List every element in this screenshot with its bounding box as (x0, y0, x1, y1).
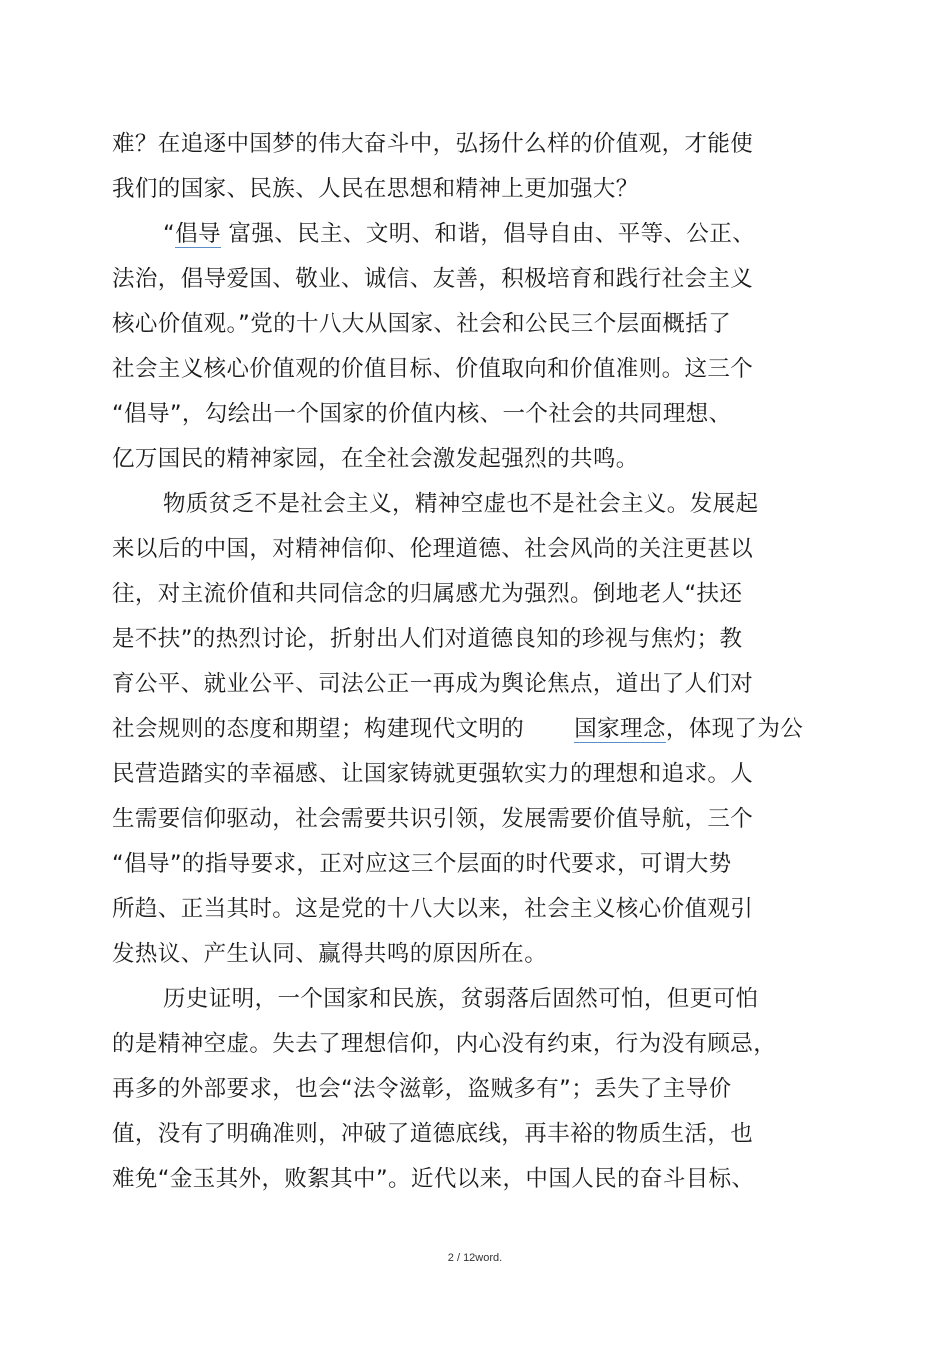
text-line: 来以后的中国，对精神信仰、伦理道德、社会风尚的关注更甚以 (112, 536, 754, 562)
text-line: “倡导”，勾绘出一个国家的价值内核、一个社会的共同理想、 (112, 401, 732, 427)
text-line: 民营造踏实的幸福感、让国家铸就更强软实力的理想和追求。人 (112, 761, 754, 787)
page-number-footer: 2 / 12word. (447, 1252, 503, 1264)
text-line: 难？在追逐中国梦的伟大奋斗中，弘扬什么样的价值观，才能使 (112, 131, 754, 157)
text-line: “倡导”的指导要求，正对应这三个层面的时代要求，可谓大势 (112, 851, 732, 877)
hyperlink-changdao[interactable]: 倡导 (175, 221, 221, 247)
hyperlink-guojia-linian[interactable]: 国家理念 (574, 716, 666, 742)
text-line (112, 714, 803, 744)
text-line: 的是精神空虚。失去了理想信仰，内心没有约束，行为没有顾忌， (112, 1031, 777, 1057)
text-line: 再多的外部要求，也会“法令滋彰，盗贼多有”；丢失了主导价 (112, 1076, 732, 1102)
text-line (163, 219, 755, 249)
text-line: 育公平、就业公平、司法公正一再成为舆论焦点，道出了人们对 (112, 671, 754, 697)
text-line: 历史证明，一个国家和民族，贫弱落后固然可怕，但更可怕 (163, 986, 759, 1012)
text-line: 物质贫乏不是社会主义，精神空虚也不是社会主义。发展起 (163, 491, 759, 517)
text-line: 我们的国家、民族、人民在思想和精神上更加强大？ (112, 176, 639, 202)
text-line: 是不扶”的热烈讨论，折射出人们对道德良知的珍视与焦灼；教 (112, 626, 743, 652)
text-line: 难免“金玉其外，败絮其中”。近代以来，中国人民的奋斗目标、 (112, 1166, 755, 1192)
text-line: 核心价值观。”党的十八大从国家、社会和公民三个层面概括了 (112, 311, 732, 337)
text-line: 往，对主流价值和共同信念的归属感尤为强烈。倒地老人“扶还 (112, 581, 743, 607)
text-line: 发热议、产生认同、赢得共鸣的原因所在。 (112, 941, 548, 967)
text-line: 生需要信仰驱动，社会需要共识引领，发展需要价值导航，三个 (112, 806, 754, 832)
text-line: 社会主义核心价值观的价值目标、价值取向和价值准则。这三个 (112, 356, 754, 382)
text-line: 法治，倡导爱国、敬业、诚信、友善，积极培育和践行社会主义 (112, 266, 754, 292)
text-line: 亿万国民的精神家园，在全社会激发起强烈的共鸣。 (112, 446, 639, 472)
text-segment: ，体现了为公 (665, 716, 804, 742)
text-segment: 富强、民主、文明、和谐，倡导自由、平等、公正、 (220, 221, 756, 247)
text-segment: 社会规则的态度和期望；构建现代文明的 (112, 716, 525, 742)
quote-mark: “ (163, 221, 176, 247)
text-line: 值，没有了明确准则，冲破了道德底线，再丰裕的物质生活，也 (112, 1121, 754, 1147)
text-line: 所趋、正当其时。这是党的十八大以来，社会主义核心价值观引 (112, 896, 754, 922)
